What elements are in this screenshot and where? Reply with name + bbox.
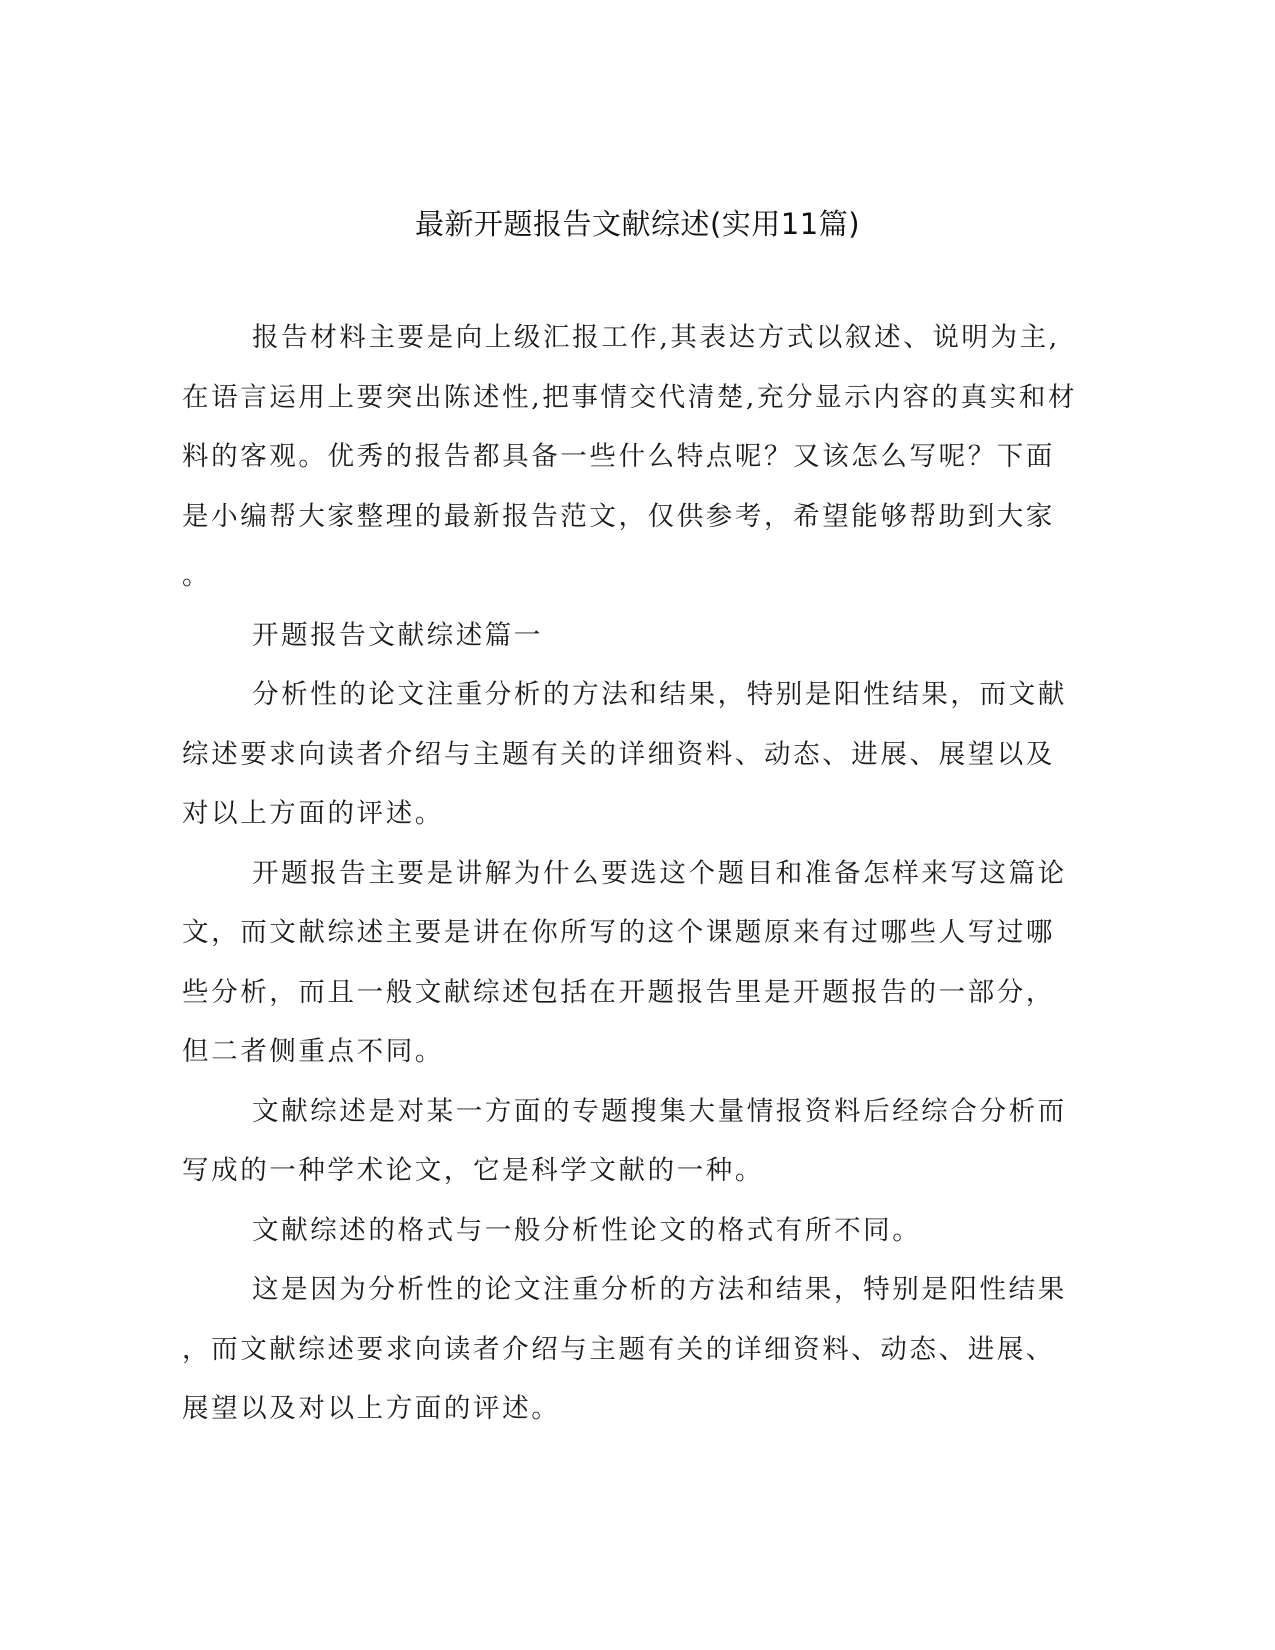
- text-line: 分析性的论文注重分析的方法和结果，特别是阳性结果，而文献: [252, 679, 1067, 710]
- text-line: 展望以及对以上方面的评述。: [182, 1393, 561, 1424]
- document-title: 最新开题报告文献综述(实用11篇): [414, 207, 861, 241]
- text-line: ，而文献综述要求向读者介绍与主题有关的详细资料、动态、进展、: [182, 1333, 1055, 1365]
- text-line: 料的客观。优秀的报告都具备一些什么特点呢？又该怎么写呢？下面: [182, 441, 1055, 472]
- text-line: 综述要求向读者介绍与主题有关的详细资料、动态、进展、展望以及: [182, 738, 1055, 770]
- text-line: 文，而文献综述主要是讲在你所写的这个课题原来有过哪些人写过哪: [182, 917, 1055, 948]
- text-line: 对以上方面的评述。: [182, 798, 444, 829]
- text-line: 是小编帮大家整理的最新报告范文，仅供参考，希望能够帮助到大家: [182, 500, 1055, 532]
- text-line: 写成的一种学术论文，它是科学文献的一种。: [182, 1155, 764, 1186]
- text-line: 文献综述是对某一方面的专题搜集大量情报资料后经综合分析而: [252, 1095, 1067, 1127]
- text-line: 在语言运用上要突出陈述性,把事情交代清楚,充分显示内容的真实和材: [182, 381, 1078, 413]
- text-line: 但二者侧重点不同。: [182, 1036, 444, 1067]
- text-line: 开题报告主要是讲解为什么要选这个题目和准备怎样来写这篇论: [252, 857, 1067, 889]
- section-heading: 开题报告文献综述篇一: [252, 619, 543, 651]
- document-body: [182, 316, 1078, 1447]
- text-line: 些分析，而且一般文献综述包括在开题报告里是开题报告的一部分，: [182, 976, 1055, 1008]
- text-line: 文献综述的格式与一般分析性论文的格式有所不同。: [252, 1214, 922, 1246]
- text-line: 。: [182, 560, 212, 591]
- text-line: 报告材料主要是向上级汇报工作,其表达方式以叙述、说明为主,: [252, 322, 1060, 353]
- text-line: 这是因为分析性的论文注重分析的方法和结果，特别是阳性结果: [252, 1274, 1067, 1305]
